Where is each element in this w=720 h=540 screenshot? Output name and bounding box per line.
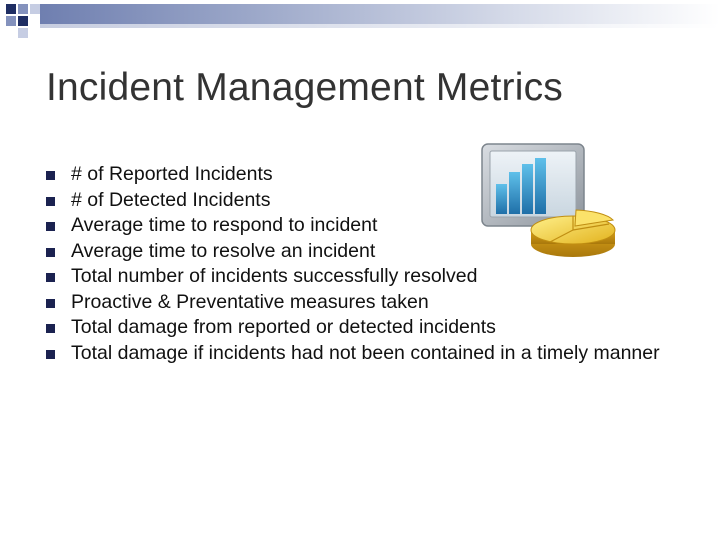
decor-square [18,28,28,38]
header-decoration [0,0,720,40]
square-bullet-icon [46,324,55,333]
bullet-text: Average time to respond to incident [71,214,378,236]
bullet-text: Total damage from reported or detected incidents [71,316,496,338]
square-bullet-icon [46,222,55,231]
decor-square [18,16,28,26]
bullet-item [46,341,666,367]
bullet-text: Proactive & Preventative measures taken [71,290,429,313]
chart-bar [535,158,546,214]
chart-bar [522,164,533,214]
square-bullet-icon [46,273,55,282]
chart-bar [509,172,520,214]
square-bullet-icon [46,197,55,206]
bullet-text: Average time to resolve an incident [71,239,376,262]
bullet-item [46,315,666,341]
square-bullet-icon [46,350,55,359]
chart-bar [496,184,507,214]
decor-square [30,4,40,14]
bullet-item [46,264,666,290]
decor-square [6,16,16,26]
square-bullet-icon [46,171,55,180]
bullet-text: Total damage if incidents had not been contained in a timely manner [71,341,660,364]
header-gradient-bar [40,4,720,24]
slide-title: Incident Management Metrics [46,66,563,109]
bullet-text: Total number of incidents successfully resolved [71,265,478,287]
square-bullet-icon [46,248,55,257]
bullet-item [46,290,666,316]
bullet-text: # of Detected Incidents [71,188,271,211]
square-bullet-icon [46,299,55,308]
decor-square [6,4,16,14]
decor-square [18,4,28,14]
bullet-text: # of Reported Incidents [71,163,273,185]
chart-monitor-pie-icon [478,140,618,258]
